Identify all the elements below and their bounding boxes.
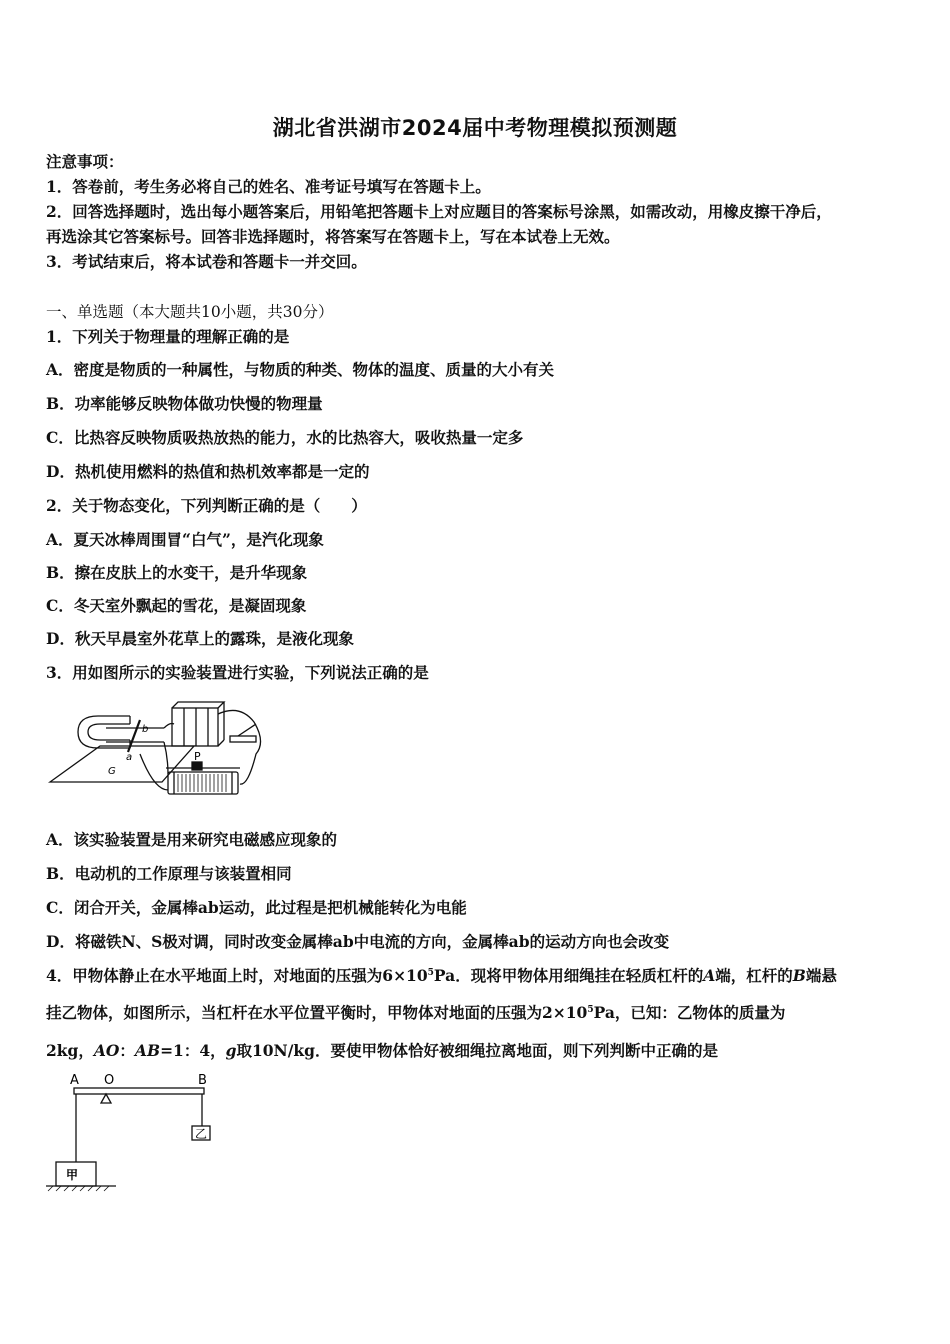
u-magnet-inner [88, 724, 130, 740]
label-b-point: B [198, 1073, 207, 1088]
q4-exponent: 5 [587, 1004, 594, 1015]
q4-text: Pa．现将甲物体用细绳挂在轻质杠杆的 [433, 966, 704, 985]
q4-var-a: A [703, 966, 716, 985]
q3-option-c: C．闭合开关，金属棒ab运动，此过程是把机械能转化为电能 [46, 898, 467, 917]
notice-item-2-cont: 再选涂其它答案标号。回答非选择题时，将答案写在答题卡上，写在本试卷上无效。 [46, 227, 620, 246]
q4-var-g: g [225, 1041, 237, 1060]
q3-option-b: B．电动机的工作原理与该装置相同 [46, 864, 292, 883]
rheostat [168, 772, 238, 794]
label-b: b [142, 724, 149, 735]
q1-option-b: B．功率能够反映物体做功快慢的物理量 [46, 394, 323, 413]
u-magnet-outer [78, 716, 130, 748]
q4-exponent: 5 [427, 967, 434, 978]
label-g: G [108, 766, 116, 777]
label-jia: 甲 [66, 1168, 79, 1182]
q3-apparatus-figure [44, 694, 274, 816]
ground-hatching [48, 1186, 109, 1191]
base-plate [50, 746, 194, 782]
q4-text: 取10N/kg．要使甲物体恰好被细绳拉离地面，则下列判断中正确的是 [236, 1041, 718, 1060]
battery-pack [172, 708, 218, 746]
q4-text: Pa，已知：乙物体的质量为 [593, 1003, 786, 1022]
notice-item-3: 3．考试结束后，将本试卷和答题卡一并交回。 [46, 252, 367, 271]
q4-text: ： [119, 1041, 135, 1060]
q4-text: 4．甲物体静止在水平地面上时，对地面的压强为6×10 [46, 966, 428, 985]
lever-bar [74, 1088, 204, 1094]
fulcrum [101, 1094, 111, 1103]
q4-text: 端，杠杆的 [715, 966, 793, 985]
page-title: 湖北省洪湖市2024届中考物理模拟预测题 [272, 116, 678, 140]
q2-option-a: A．夏天冰棒周围冒“白气”，是汽化现象 [46, 530, 324, 549]
label-a-point: A [70, 1073, 79, 1088]
q1-option-c: C．比热容反映物质吸热放热的能力，水的比热容大，吸收热量一定多 [46, 428, 524, 447]
q4-text: 挂乙物体，如图所示，当杠杆在水平位置平衡时，甲物体对地面的压强为2×10 [46, 1003, 588, 1022]
q4-text: 2kg， [46, 1041, 94, 1060]
q2-option-b: B．擦在皮肤上的水变干，是升华现象 [46, 563, 308, 582]
metal-bar-ab [128, 720, 140, 752]
label-p: P [194, 750, 201, 763]
q4-stem-line-3 [46, 1040, 906, 1062]
q1-option-d: D．热机使用燃料的热值和热机效率都是一定的 [46, 462, 370, 481]
q2-option-c: C．冬天室外飘起的雪花，是凝固现象 [46, 596, 307, 615]
q4-text: =1：4， [160, 1041, 226, 1060]
q4-lever-figure [40, 1070, 230, 1195]
q1-stem: 1．下列关于物理量的理解正确的是 [46, 327, 290, 346]
label-o-point: O [104, 1073, 115, 1088]
q3-option-d: D．将磁铁N、S极对调，同时改变金属棒ab中电流的方向，金属棒ab的运动方向也会改变 [46, 932, 670, 951]
q3-option-a: A．该实验装置是用来研究电磁感应现象的 [46, 830, 338, 849]
q4-stem-line-2 [46, 1002, 906, 1024]
q1-option-a: A．密度是物质的一种属性，与物质的种类、物体的温度、质量的大小有关 [46, 360, 555, 379]
q4-stem-line-1 [46, 965, 906, 987]
section-heading: 一、单选题（本大题共10小题，共30分） [46, 303, 334, 321]
q4-var-ao: AO [93, 1041, 120, 1060]
q4-var-ab: AB [134, 1041, 161, 1060]
label-yi: 乙 [195, 1127, 208, 1141]
notice-item-1: 1．答卷前，考生务必将自己的姓名、准考证号填写在答题卡上。 [46, 177, 491, 196]
q2-option-d: D．秋天早晨室外花草上的露珠，是液化现象 [46, 629, 354, 648]
switch [230, 736, 256, 742]
q2-stem: 2．关于物态变化，下列判断正确的是（ ） [46, 496, 367, 515]
rheostat-slider [192, 762, 202, 770]
q4-text: 端悬 [805, 966, 837, 985]
notice-heading: 注意事项： [46, 152, 124, 171]
q4-var-b: B [792, 966, 806, 985]
q3-stem: 3．用如图所示的实验装置进行实验，下列说法正确的是 [46, 663, 429, 682]
notice-item-2: 2．回答选择题时，选出每小题答案后，用铅笔把答题卡上对应题目的答案标号涂黑，如需改动，用橡皮擦干净后， [46, 202, 832, 221]
label-a: a [126, 752, 133, 763]
